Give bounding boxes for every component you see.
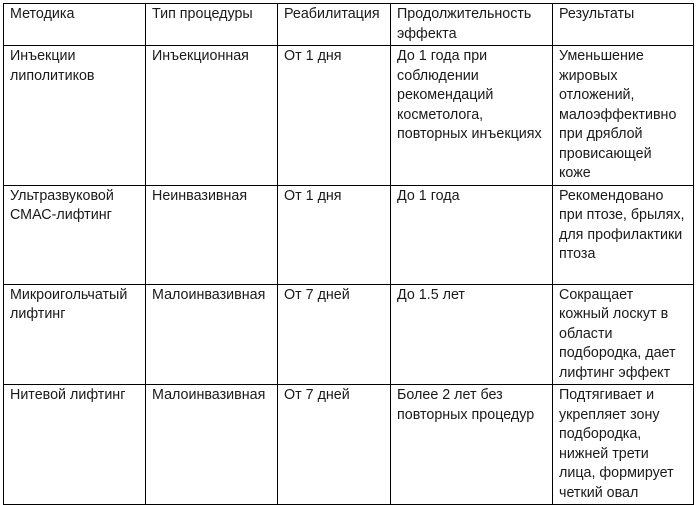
cell-method: Нитевой лифтинг: [4, 385, 146, 505]
cell-procedure-type: Малоинвазивная: [146, 385, 278, 505]
cell-results: Подтягивает и укрепляет зону подбородка, нижней трети лица, формирует четкий овал: [553, 385, 694, 505]
procedures-comparison-table: [3, 3, 694, 505]
table-row: [4, 46, 694, 186]
header-method: Методика: [4, 4, 146, 46]
cell-rehabilitation: От 1 дня: [278, 185, 391, 284]
cell-effect-duration: До 1 года при соблюдении рекомендаций косметолога, повторных инъекциях: [391, 46, 553, 186]
cell-method: Инъекции липолитиков: [4, 46, 146, 186]
cell-procedure-type: Неинвазивная: [146, 185, 278, 284]
table-header-row: [4, 4, 694, 46]
cell-method: Микроигольчатый лифтинг: [4, 284, 146, 385]
cell-rehabilitation: От 7 дней: [278, 284, 391, 385]
cell-effect-duration: До 1.5 лет: [391, 284, 553, 385]
header-procedure-type: Тип процедуры: [146, 4, 278, 46]
cell-results: Рекомендовано при птозе, брылях, для профилактики птоза: [553, 185, 694, 284]
cell-rehabilitation: От 1 дня: [278, 46, 391, 186]
cell-procedure-type: Инъекционная: [146, 46, 278, 186]
header-results: Результаты: [553, 4, 694, 46]
cell-method: Ультразвуковой СМАС-лифтинг: [4, 185, 146, 284]
cell-effect-duration: До 1 года: [391, 185, 553, 284]
cell-results: Сокращает кожный лоскут в области подбородка, дает лифтинг эффект: [553, 284, 694, 385]
table-row: [4, 185, 694, 284]
cell-procedure-type: Малоинвазивная: [146, 284, 278, 385]
cell-rehabilitation: От 7 дней: [278, 385, 391, 505]
cell-results: Уменьшение жировых отложений, малоэффективно при дряблой провисающей коже: [553, 46, 694, 186]
table-row: [4, 385, 694, 505]
header-rehabilitation: Реабилитация: [278, 4, 391, 46]
header-effect-duration: Продолжительность эффекта: [391, 4, 553, 46]
cell-effect-duration: Более 2 лет без повторных процедур: [391, 385, 553, 505]
table-row: [4, 284, 694, 385]
